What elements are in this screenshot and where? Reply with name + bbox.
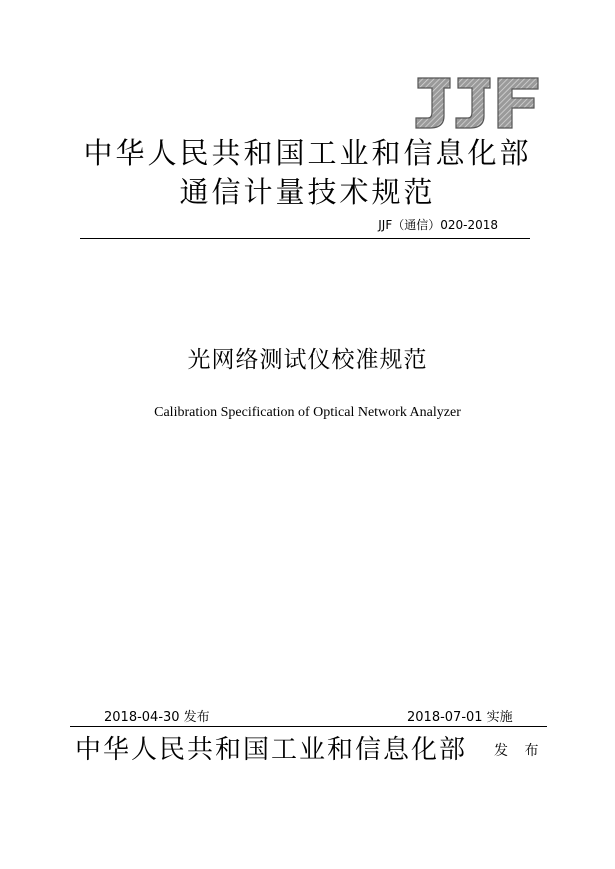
document-title-en: Calibration Specification of Optical Network Analyzer [154,405,461,420]
ministry-title: 中华人民共和国工业和信息化部 [83,136,532,170]
publish-label: 发 布 [494,743,545,759]
logo-text: JJF [477,130,479,131]
header-rule [80,238,530,239]
issue-date: 2018-04-30 发布 [104,710,210,725]
spec-series-title: 通信计量技术规范 [179,175,436,209]
jjf-logo [410,74,544,132]
footer-rule [70,726,547,727]
document-title-zh: 光网络测试仪校准规范 [187,347,428,373]
publisher-name: 中华人民共和国工业和信息化部 [75,735,468,765]
spec-code: JJF（通信）020-2018 [378,218,498,232]
effective-date: 2018-07-01 实施 [407,710,513,725]
